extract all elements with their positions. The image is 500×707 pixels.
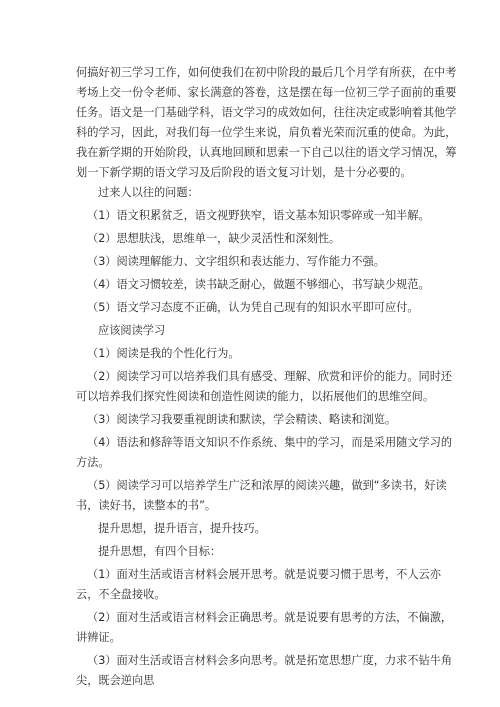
paragraph-line: 任务。语文是一门基础学科，语文学习的成效如何，往往决定或影响着其他学 xyxy=(76,106,457,119)
list-item: （1）面对生活或语言材料会展开思考。就是说要习惯于思考，不人云亦 xyxy=(87,568,441,581)
list-item: （3）面对生活或语言材料会多向思考。就是拓宽思想广度，力求不钻牛角 xyxy=(87,654,453,667)
paragraph-line: 考场上交一份令老师、家长满意的答卷，这是摆在每一位初三学子面前的重要 xyxy=(76,86,457,99)
list-item-continuation: 可以培养我们探究性阅读和创造性阅读的能力，以拓展他们的思维空间。 xyxy=(76,390,435,403)
paragraph-line: 划一下新学期的语文学习及后阶段的语文复习计划，是十分必要的。 xyxy=(76,166,412,179)
section-heading: 提升思想，有四个目标： xyxy=(98,545,222,558)
paragraph-line: 科的学习，因此，对我们每一位学生来说，肩负着光荣而沉重的使命。为此， xyxy=(76,126,457,139)
list-item: （1）阅读是我的个性化行为。 xyxy=(87,347,240,360)
list-item-continuation: 尖，既会逆向思 xyxy=(76,674,155,687)
section-heading: 应该阅读学习 xyxy=(98,324,166,337)
list-item-continuation: 云，不全盘接收。 xyxy=(76,588,166,601)
paragraph-line: 我在新学期的开始阶段，认真地回顾和思索一下自己以往的语文学习情况，筹 xyxy=(76,146,457,159)
section-heading: 提升思想，提升语言，提升技巧。 xyxy=(98,522,266,535)
list-item-continuation: 讲辨证。 xyxy=(76,631,121,644)
list-item-continuation: 书，读好书，读整本的书”。 xyxy=(76,499,217,512)
list-item-continuation: 方法。 xyxy=(76,456,110,469)
list-item: （5）语文学习态度不正确，认为凭自己现有的知识水平即可应付。 xyxy=(87,301,419,314)
list-item: （2）思想肤浅，思维单一，缺少灵活性和深刻性。 xyxy=(87,232,341,245)
list-item: （4）语法和修辞等语文知识不作系统、集中的学习，而是采用随文学习的 xyxy=(87,436,453,449)
list-item: （2）阅读学习可以培养我们具有感受、理解、欣赏和评价的能力。同时还 xyxy=(87,370,453,383)
list-item: （3）阅读学习我要重视朗读和默读，学会精读、略读和浏览。 xyxy=(87,413,397,426)
section-heading: 过来人以往的问题： xyxy=(98,186,199,199)
list-item: （4）语文习惯较差，读书缺乏耐心，做题不够细心，书写缺少规范。 xyxy=(87,278,430,291)
list-item: （1）语文积累贫乏，语文视野狭窄，语文基本知识零碎或一知半解。 xyxy=(87,209,430,222)
list-item: （5）阅读学习可以培养学生广泛和浓厚的阅读兴趣，做到“多读书，好读 xyxy=(87,479,447,492)
list-item: （2）面对生活或语言材料会正确思考。就是说要有思考的方法，不偏激， xyxy=(87,611,453,624)
list-item: （3）阅读理解能力、文字组织和表达能力、写作能力不强。 xyxy=(87,255,385,268)
paragraph-line: 何搞好初三学习工作，如何使我们在初中阶段的最后几个月学有所获，在中考 xyxy=(76,66,457,79)
